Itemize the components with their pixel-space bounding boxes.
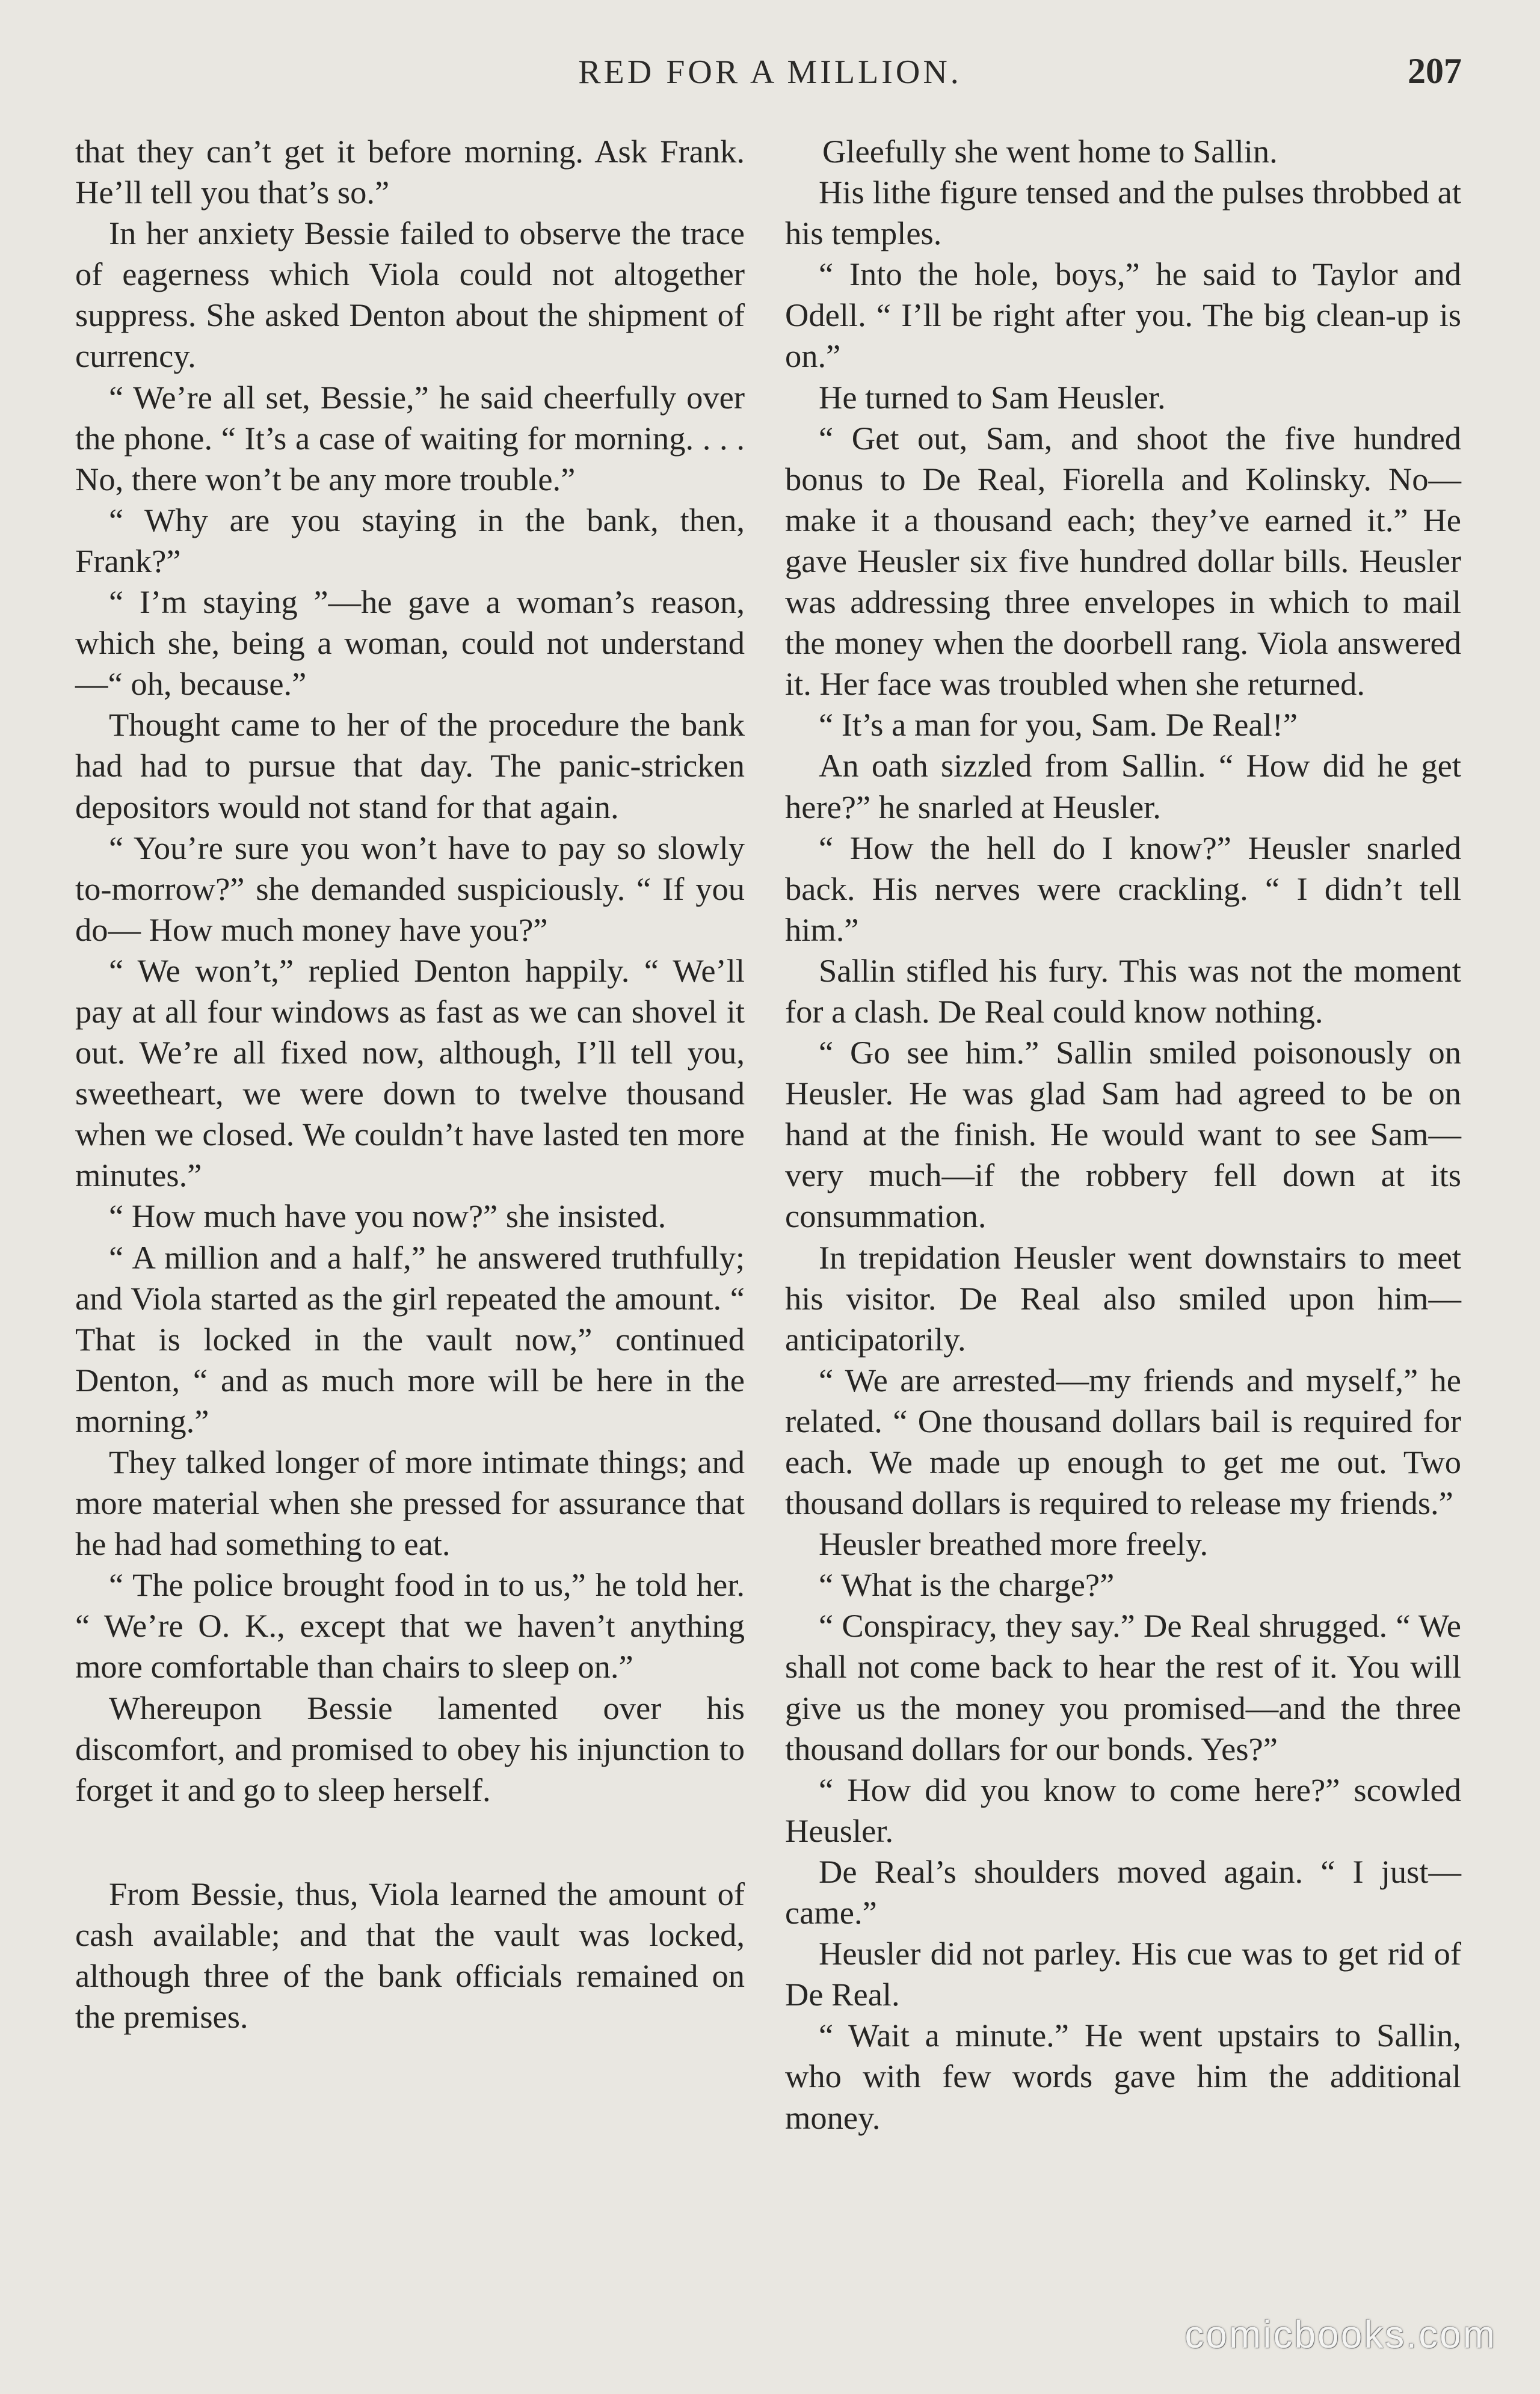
paragraph: His lithe figure tensed and the pulses throbbed at his temples.	[785, 174, 1461, 252]
paragraph: “ We are arrested—my friends and myself,” he related. “ One thousand dollars bail is required for each. We made up enough to get me out. Two thousand dollars is required to release my friends.”	[785, 1361, 1461, 1522]
paragraph: Gleefully she went home to Sallin.	[822, 133, 1278, 170]
paragraph: Heusler did not parley. His cue was to get rid of De Real.	[785, 1935, 1461, 2013]
paragraph: Thought came to her of the procedure the bank had had to pursue that day. The panic-stricken depositors would not stand for that again.	[75, 706, 745, 825]
paragraph: “ A million and a half,” he answered truthfully; and Viola started as the girl repeated the amount. “ That is locked in the vault now,” continued Denton, “ and as much more will be here in the morning.”	[75, 1239, 745, 1439]
running-head	[0, 53, 1540, 101]
paragraph: They talked longer of more intimate things; and more material when she pressed for assurance that he had had something to eat.	[75, 1444, 745, 1563]
paragraph: In her anxiety Bessie failed to observe the trace of eagerness which Viola could not altogether suppress. She asked Denton about the shipment of currency.	[75, 215, 745, 375]
paragraph: “ You’re sure you won’t have to pay so slowly to-morrow?” she demanded suspiciously. “ If you do— How much money have you?”	[75, 829, 745, 948]
paragraph: De Real’s shoulders moved again. “ I just—came.”	[785, 1853, 1461, 1931]
paragraph: Sallin stifled his fury. This was not the moment for a clash. De Real could know nothing.	[785, 952, 1461, 1030]
paragraph: “ It’s a man for you, Sam. De Real!”	[819, 706, 1298, 743]
paragraph: “ Wait a minute.” He went upstairs to Sallin, who with few words gave him the additional money.	[785, 2017, 1461, 2136]
paragraph: “ Into the hole, boys,” he said to Taylor and Odell. “ I’ll be right after you. The big clean-up is on.”	[785, 256, 1461, 375]
paragraph: In trepidation Heusler went downstairs to meet his visitor. De Real also smiled upon him—anticipatorily.	[785, 1239, 1461, 1358]
paragraph: “ We’re all set, Bessie,” he said cheerfully over the phone. “ It’s a case of waiting for morning. . . . No, there won’t be any more trouble.”	[75, 378, 745, 497]
paragraph: “ Why are you staying in the bank, then, Frank?”	[75, 501, 745, 579]
paragraph: “ What is the charge?”	[819, 1566, 1115, 1604]
paragraph: “ Conspiracy, they say.” De Real shrugged. “ We shall not come back to hear the rest of it. You will give us the money you promised—and the three thousand dollars for our bonds. Yes?”	[785, 1607, 1461, 1767]
right-column	[785, 131, 1461, 2138]
paragraph: “ The police brought food in to us,” he told her. “ We’re O. K., except that we haven’t anything more comfortable than chairs to sleep on.”	[75, 1566, 745, 1685]
running-title: RED FOR A MILLION.	[578, 54, 962, 91]
paragraph: “ How much have you now?” she insisted.	[109, 1198, 667, 1235]
paragraph: “ I’m staying ”—he gave a woman’s reason, which she, being a woman, could not understand—“ oh, because.”	[75, 583, 745, 703]
paragraph: “ Get out, Sam, and shoot the five hundred bonus to De Real, Fiorella and Kolinsky. No—make it a thousand each; they’ve earned it.” He gave Heusler six five hundred dollar bills. Heusler was addressing three envelopes in which to mail the money when the doorbell rang. Viola answered it. Her face was troubled when she returned.	[785, 419, 1461, 703]
paragraph: “ Go see him.” Sallin smiled poisonously on Heusler. He was glad Sam had agreed to be on hand at the finish. He would want to see Sam—very much—if the robbery fell down at its consummation.	[785, 1034, 1461, 1235]
paragraph: “ How did you know to come here?” scowled Heusler.	[785, 1771, 1461, 1849]
paragraph: Whereupon Bessie lamented over his discomfort, and promised to obey his injunction to forget it and go to sleep herself.	[75, 1689, 745, 1808]
watermark: comicbooks.com	[1184, 2313, 1497, 2356]
left-column	[75, 131, 745, 2037]
paragraph: An oath sizzled from Sallin. “ How did he get here?” he snarled at Heusler.	[785, 747, 1461, 825]
paragraph: Heusler breathed more freely.	[819, 1525, 1209, 1563]
paragraph: “ How the hell do I know?” Heusler snarled back. His nerves were crackling. “ I didn’t tell him.”	[785, 829, 1461, 948]
page-number: 207	[1408, 51, 1462, 91]
paragraph: that they can’t get it before morning. Ask Frank. He’ll tell you that’s so.”	[75, 133, 745, 211]
paragraph: “ We won’t,” replied Denton happily. “ We’ll pay at all four windows as fast as we can shovel it out. We’re all fixed now, although, I’ll tell you, sweetheart, we were down to twelve thousand when we closed. We couldn’t have lasted ten more minutes.”	[75, 952, 745, 1194]
paragraph: He turned to Sam Heusler.	[819, 378, 1166, 416]
paragraph: From Bessie, thus, Viola learned the amount of cash available; and that the vault was locked, although three of the bank officials remained on the premises.	[75, 1875, 745, 2036]
